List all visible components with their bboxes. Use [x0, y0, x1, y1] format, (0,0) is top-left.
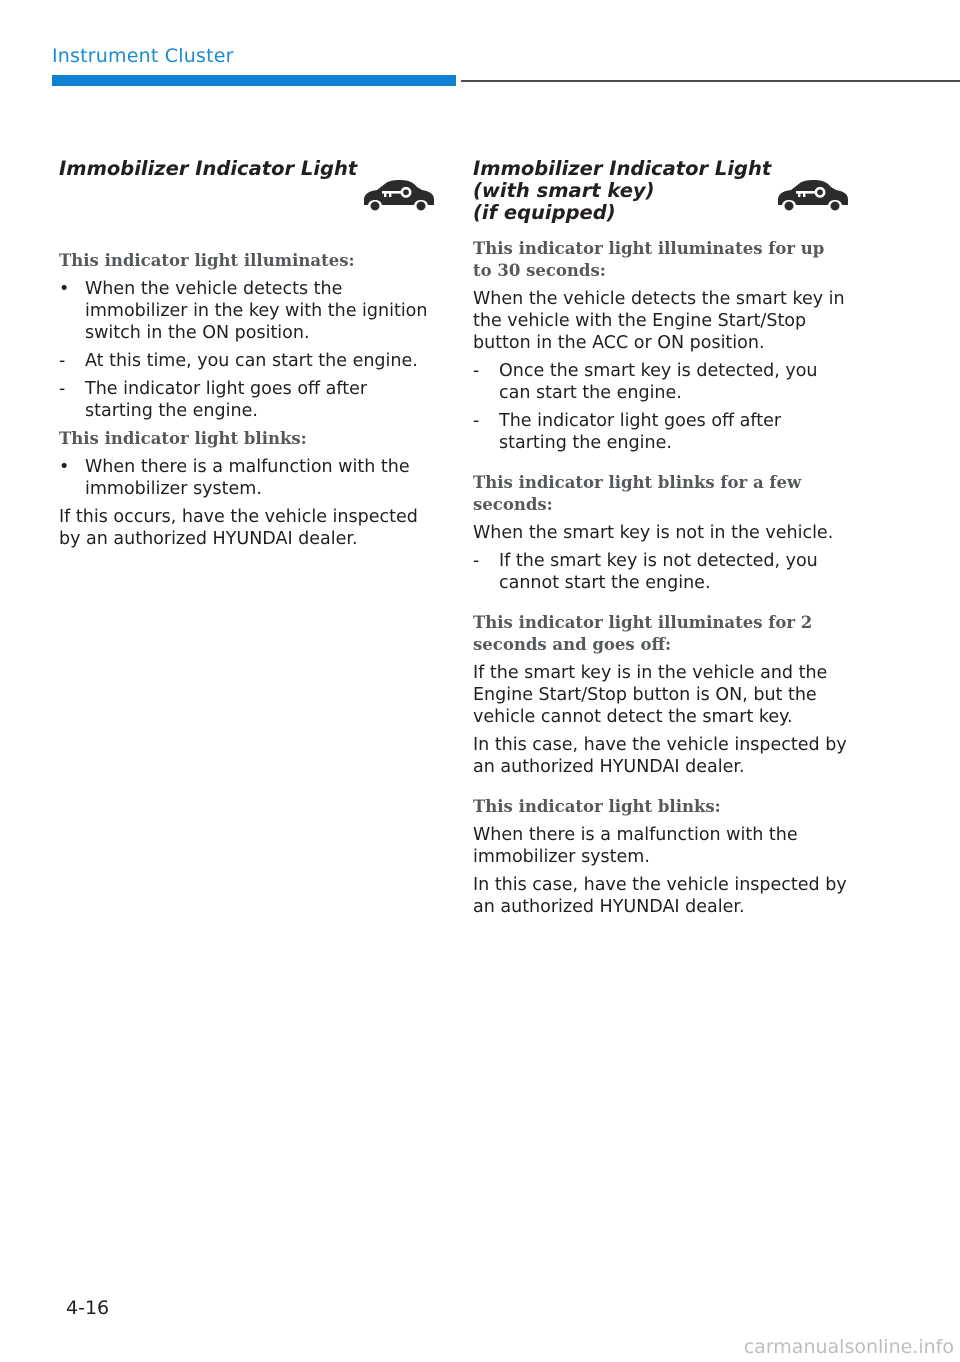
dash-item: - The indicator light goes off after starting the engine. — [473, 411, 782, 453]
dash-mark: - — [59, 351, 66, 371]
section-heading: Immobilizer Indicator Light — [59, 157, 358, 180]
bullet-item: • When there is a malfunction with the immobilizer system. — [59, 457, 410, 499]
chapter-title: Instrument Cluster — [52, 45, 234, 67]
dash-mark: - — [473, 361, 480, 381]
header-accent-bar — [52, 75, 456, 86]
header-divider — [461, 80, 960, 82]
section-heading: Immobilizer Indicator Light (with smart key) (if equipped) — [473, 157, 772, 224]
dash-item: - At this time, you can start the engine. — [59, 351, 418, 371]
paragraph: If the smart key is in the vehicle and the Engine Start/Stop button is ON, but the vehicle cannot detect the smart key. — [473, 663, 828, 727]
dash-item: - If the smart key is not detected, you cannot start the engine. — [473, 551, 818, 593]
subheading: This indicator light blinks: — [473, 797, 721, 816]
right-column — [473, 158, 853, 918]
paragraph: When there is a malfunction with the immobilizer system. — [473, 825, 798, 867]
paragraph: In this case, have the vehicle inspected by an authorized HYUNDAI dealer. — [473, 875, 847, 917]
dash-item: - The indicator light goes off after starting the engine. — [59, 379, 368, 421]
paragraph: In this case, have the vehicle inspected by an authorized HYUNDAI dealer. — [473, 735, 847, 777]
subheading: This indicator light illuminates: — [59, 251, 355, 270]
subheading: This indicator light illuminates for 2 seconds and goes off: — [473, 613, 813, 654]
page-number: 4-16 — [66, 1297, 110, 1319]
paragraph: When the smart key is not in the vehicle. — [473, 523, 834, 543]
subheading: This indicator light blinks: — [59, 429, 307, 448]
dash-mark: - — [473, 551, 480, 571]
dash-mark: - — [59, 379, 66, 399]
left-column — [59, 158, 437, 550]
dash-mark: - — [473, 411, 480, 431]
watermark-link[interactable]: carmanualsonline.info — [743, 1336, 954, 1358]
subheading: This indicator light illuminates for up to 30 seconds: — [473, 239, 825, 280]
car-key-icon — [774, 178, 850, 212]
dash-item: - Once the smart key is detected, you can start the engine. — [473, 361, 818, 403]
paragraph: If this occurs, have the vehicle inspected by an authorized HYUNDAI dealer. — [59, 507, 418, 549]
bullet-mark: • — [59, 457, 70, 477]
car-key-icon — [360, 178, 436, 212]
bullet-item: • When the vehicle detects the immobilizer in the key with the ignition switch in the ON position. — [59, 279, 428, 343]
bullet-mark: • — [59, 279, 70, 299]
paragraph: When the vehicle detects the smart key in the vehicle with the Engine Start/Stop button in the ACC or ON position. — [473, 289, 845, 353]
subheading: This indicator light blinks for a few seconds: — [473, 473, 802, 514]
